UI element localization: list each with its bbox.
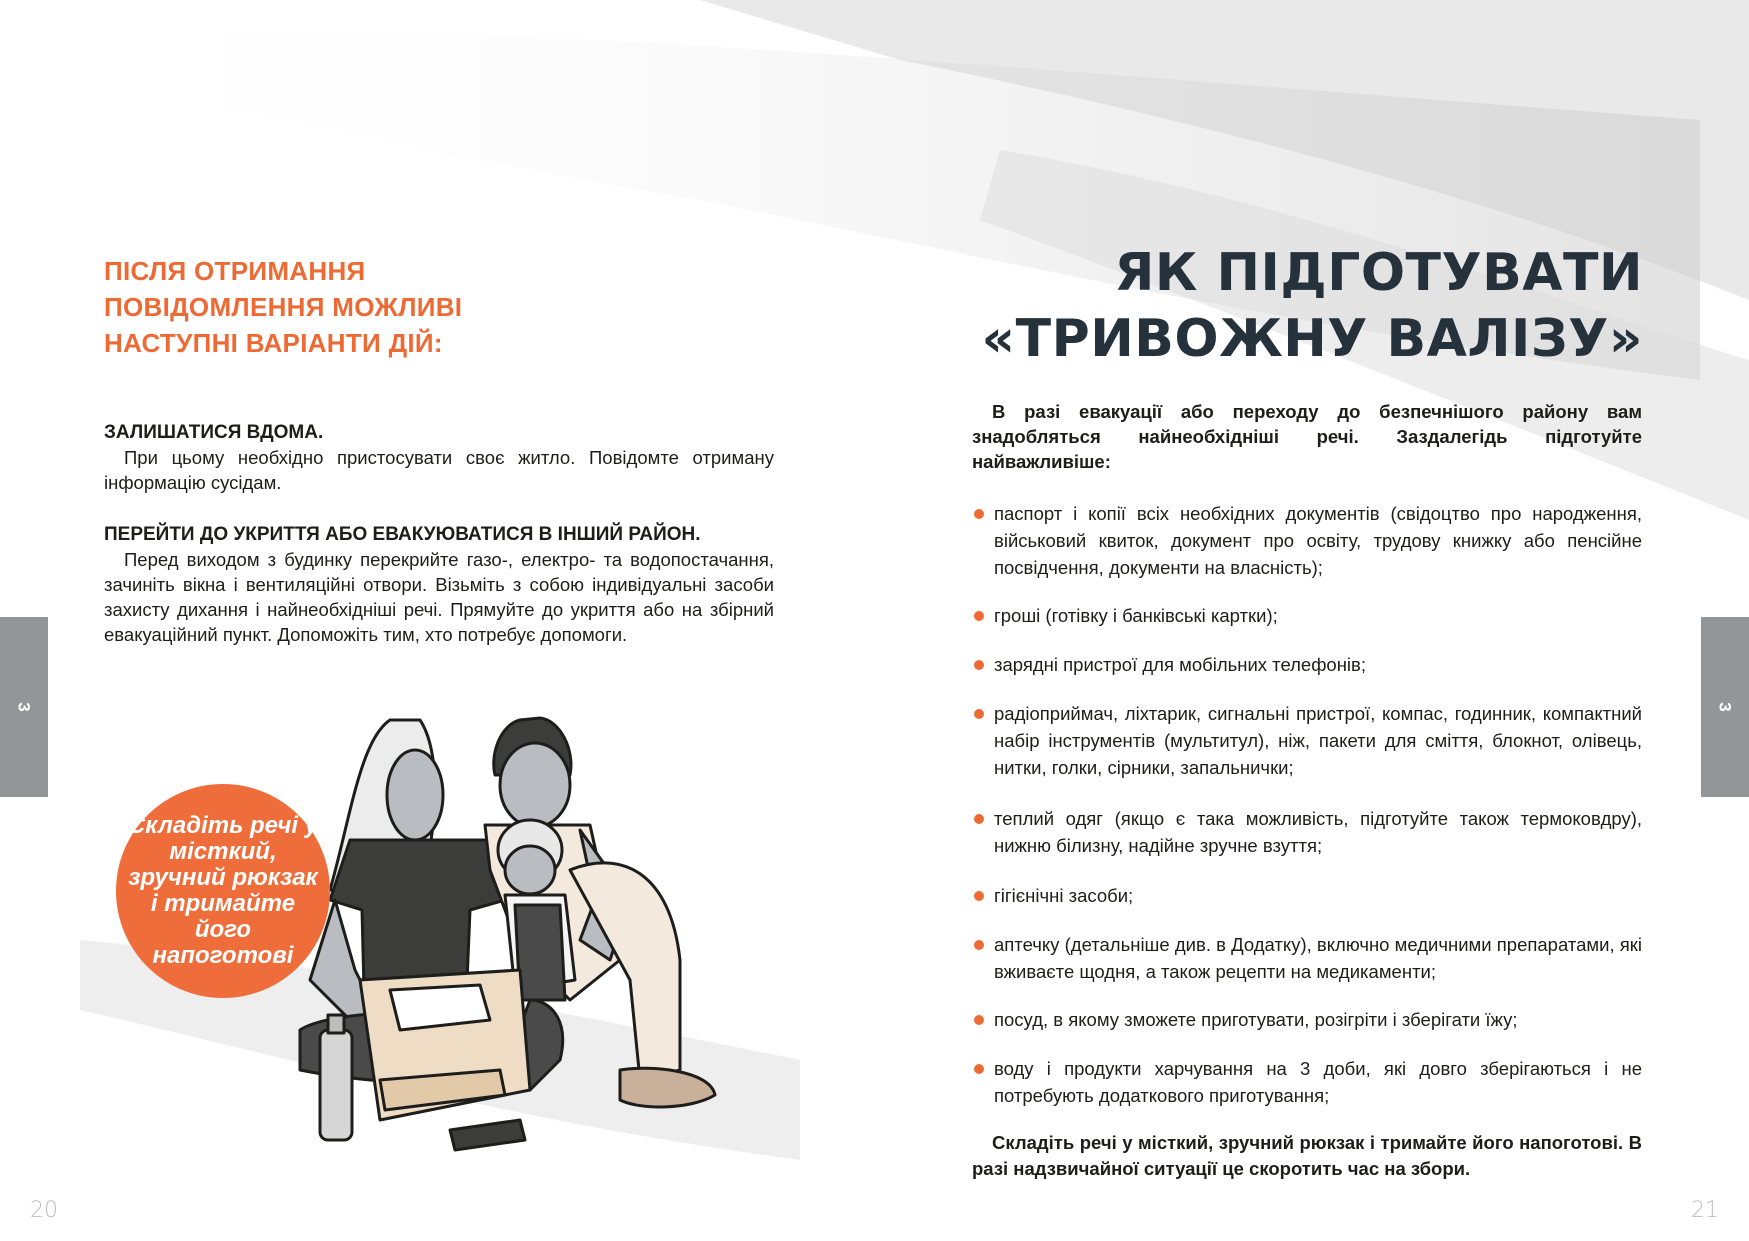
list-item (972, 931, 1642, 985)
page-title (843, 240, 1643, 372)
bullet-icon (974, 611, 984, 621)
intro-text: В разі евакуації або переходу до безпечнішого району вам знадобляться найнеобхідніші речі. Заздалегідь підготуйте найважливіше: (972, 401, 1642, 472)
page-title-line2: «ТРИВОЖНУ ВАЛІЗУ» (981, 309, 1643, 369)
bullet-icon (974, 1015, 984, 1025)
option-evacuate (104, 522, 774, 647)
bullet-icon (974, 509, 984, 519)
bullet-icon (974, 940, 984, 950)
list-item-text: посуд, в якому зможете приготувати, розігріти і зберігати їжу; (994, 1009, 1518, 1030)
page-title-line1: ЯК ПІДГОТУВАТИ (1114, 243, 1643, 303)
section-tab-label: 3 (15, 702, 34, 712)
list-item-text: гігієнічні засоби; (994, 885, 1134, 906)
option-evacuate-text: Перед виходом з будинку перекрийте газо-, електро- та водопостачання, зачиніть вікна і вентиляційні отвори. Візьміть з собою індивідуальні засоби захисту дихання і найнеобхідніші речі. Прямуйте до укриття або на збірний евакуаційний пункт. Допоможіть тим, хто потребує допомоги. (104, 549, 774, 645)
section-tab-label-right: 3 (1716, 702, 1735, 712)
list-item-text: аптечку (детальніше див. в Додатку), включно медичними препаратами, які вживаєте щодня, а також рецепти на медикаменти; (994, 934, 1642, 982)
option-stay-home-text: При цьому необхідно пристосувати своє житло. Повідомте отриману інформацію сусідам. (104, 447, 774, 493)
left-heading: ПІСЛЯ ОТРИМАННЯ ПОВІДОМЛЕННЯ МОЖЛИВІ НАСТУПНІ ВАРІАНТИ ДІЙ: (104, 256, 463, 358)
section-tab-left (0, 617, 48, 797)
option-stay-home (104, 420, 774, 495)
bullet-icon (974, 709, 984, 719)
list-item-text: гроші (готівку і банківські картки); (994, 605, 1278, 626)
list-item (972, 1006, 1642, 1033)
bullet-icon (974, 1064, 984, 1074)
section-tab-right (1701, 617, 1749, 797)
list-item-text: зарядні пристрої для мобільних телефонів; (994, 654, 1367, 675)
list-item (972, 882, 1642, 909)
page-number-right: 21 (1691, 1198, 1719, 1223)
list-item-text: воду і продукти харчування на 3 доби, які довго зберігаються і не потребують додаткового приготування; (994, 1058, 1642, 1106)
list-item-text: паспорт і копії всіх необхідних документів (свідоцтво про народження, військовий квиток, документ про освіту, трудову книжку або пенсійне посвідчення, документи на власність); (994, 503, 1642, 578)
list-item (972, 700, 1642, 781)
list-item (972, 1055, 1642, 1109)
option-evacuate-title: ПЕРЕЙТИ ДО УКРИТТЯ АБО ЕВАКУЮВАТИСЯ В ІНШИЙ РАЙОН. (104, 524, 701, 545)
page-number-left: 20 (30, 1198, 58, 1223)
callout-text: Складіть речі у місткий, зручний рюкзак і тримайте його напоготові (127, 812, 319, 969)
list-item-text: теплий одяг (якщо є така можливість, підготуйте також термоковдру), нижню білизну, надійне зручне взуття; (994, 808, 1642, 856)
bullet-icon (974, 814, 984, 824)
list-item-text: радіоприймач, ліхтарик, сигнальні пристрої, компас, годинник, компактний набір інструментів (мультитул), ніж, пакети для сміття, блокнот, олівець, нитки, голки, сірники, запальнички; (994, 703, 1642, 778)
list-item (972, 500, 1642, 581)
option-stay-home-title: ЗАЛИШАТИСЯ ВДОМА. (104, 422, 324, 443)
list-item (972, 651, 1642, 678)
callout-circle (116, 784, 330, 998)
bullet-icon (974, 660, 984, 670)
bullet-icon (974, 891, 984, 901)
list-item (972, 805, 1642, 859)
family-packing-illustration (290, 700, 810, 1190)
outro-text: Складіть речі у місткий, зручний рюкзак і тримайте його напоготові. В разі надзвичайної ситуації це скоротить час на збори. (972, 1132, 1642, 1179)
list-item (972, 602, 1642, 629)
